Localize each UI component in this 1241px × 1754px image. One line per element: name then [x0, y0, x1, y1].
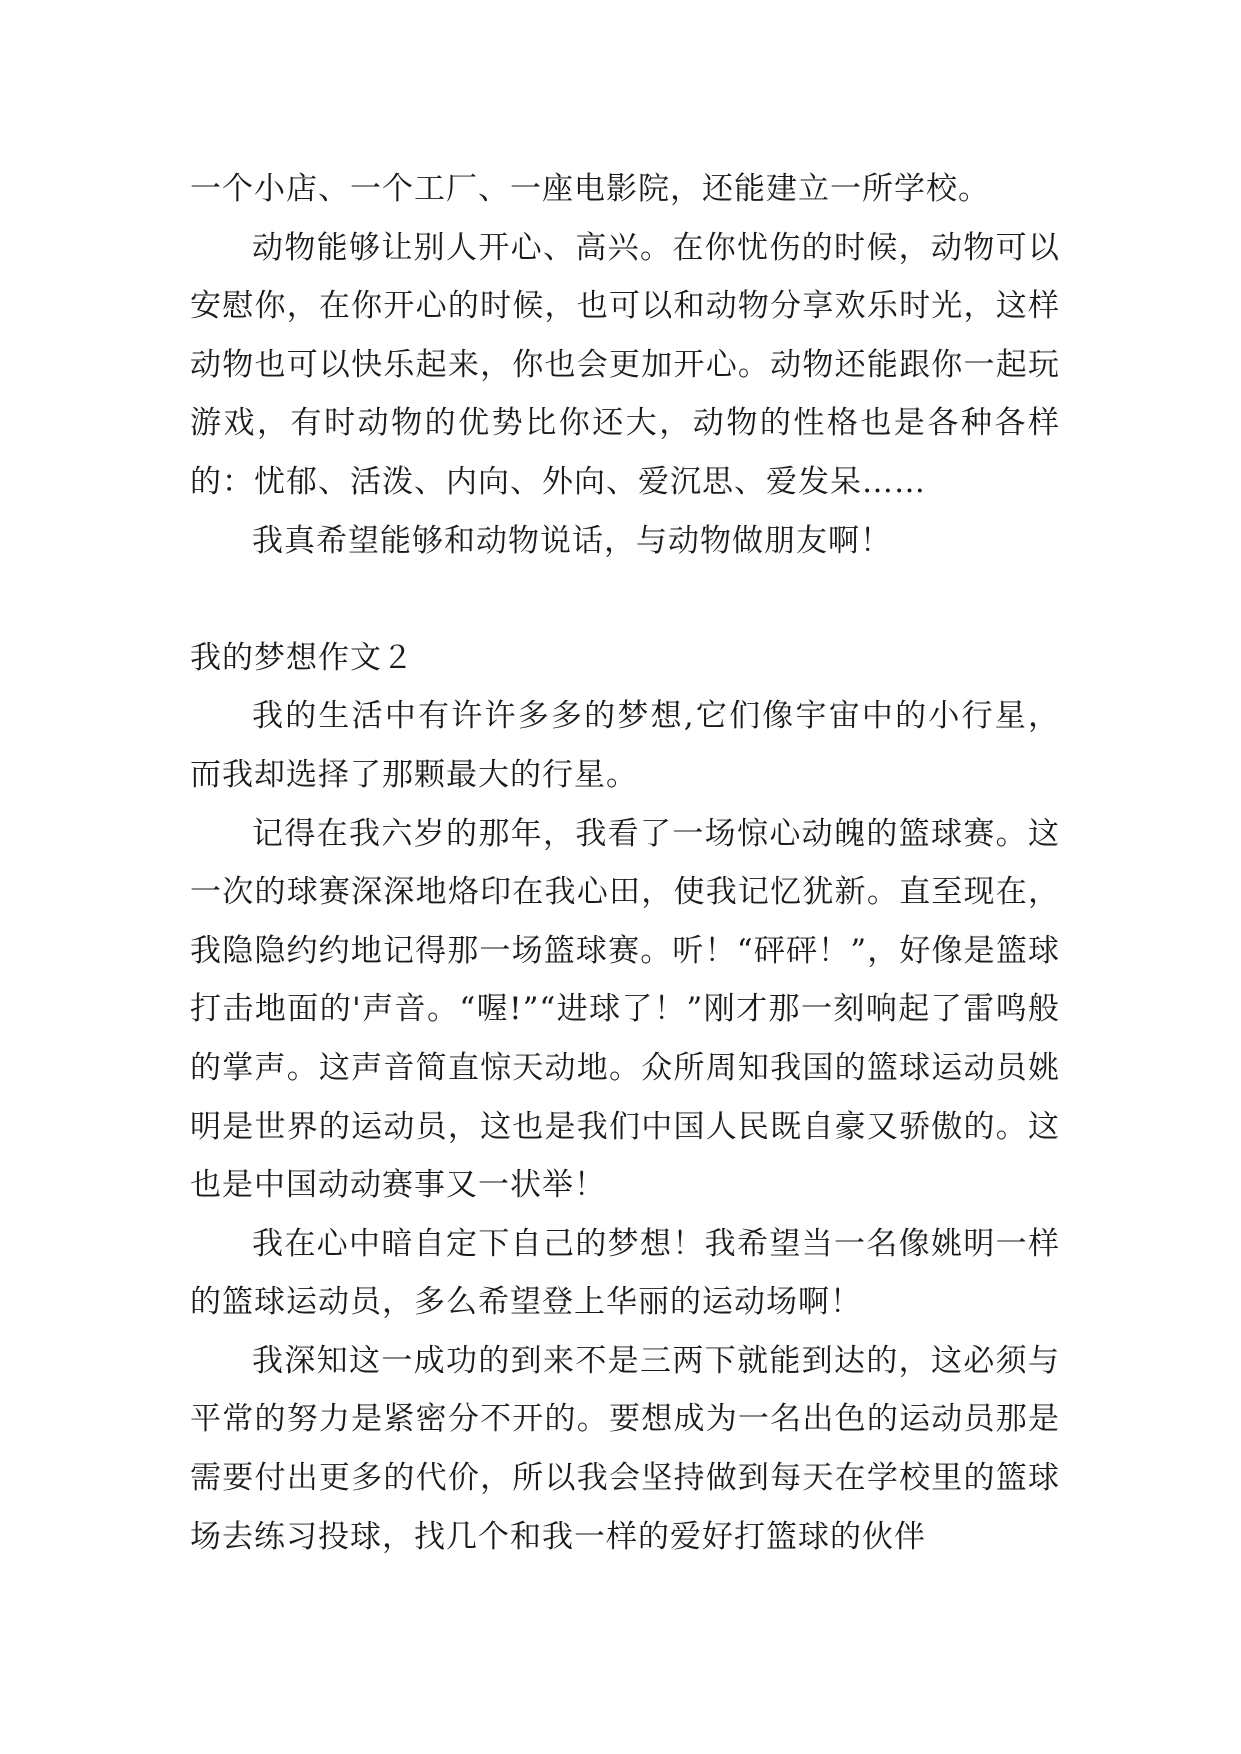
paragraph-wish-talk-animals: 我真希望能够和动物说话，与动物做朋友啊！: [252, 522, 892, 559]
paragraph-dreams-intro: 我的生活中有许许多多的梦想,它们像宇宙中的小行星，而我却选择了那颗最大的行星。: [190, 698, 1060, 793]
paragraph-continuation: 一个小店、一个工厂、一座电影院，还能建立一所学校。: [190, 171, 990, 207]
paragraph-basketball-memory: 记得在我六岁的那年，我看了一场惊心动魄的篮球赛。这一次的球赛深深地烙印在我心田，使我记忆犹新。直至现在，我隐隐约约地记得那一场篮球赛。听！“砰砰！”，好像是篮球打击地面的'声音。“喔!”“进球了！”刚才那一刻响起了雷鸣般的掌声。这声音简直惊天动地。众所周知我国的篮球运动员姚明是世界的运动员，这也是我们中国人民既自豪又骄傲的。这也是中国动动赛事又一状举！: [190, 815, 1060, 1204]
document-body: [190, 160, 1060, 1566]
section-heading: 我的梦想作文２: [190, 639, 414, 676]
paragraph-dream-decision: 我在心中暗自定下自己的梦想！我希望当一名像姚明一样的篮球运动员，多么希望登上华丽的运动场啊！: [190, 1225, 1060, 1321]
paragraph-effort: 我深知这一成功的到来不是三两下就能到达的，这必须与平常的努力是紧密分不开的。要想成为一名出色的运动员那是需要付出更多的代价，所以我会坚持做到每天在学校里的篮球场去练习投球，找几个和我一样的爱好打篮球的伙伴: [190, 1342, 1060, 1555]
paragraph-animals-happiness: 动物能够让别人开心、高兴。在你忧伤的时候，动物可以安慰你，在你开心的时候，也可以和动物分享欢乐时光，这样动物也可以快乐起来，你也会更加开心。动物还能跟你一起玩游戏，有时动物的优势比你还大，动物的性格也是各种各样的：忧郁、活泼、内向、外向、爱沉思、爱发呆……: [190, 229, 1060, 500]
